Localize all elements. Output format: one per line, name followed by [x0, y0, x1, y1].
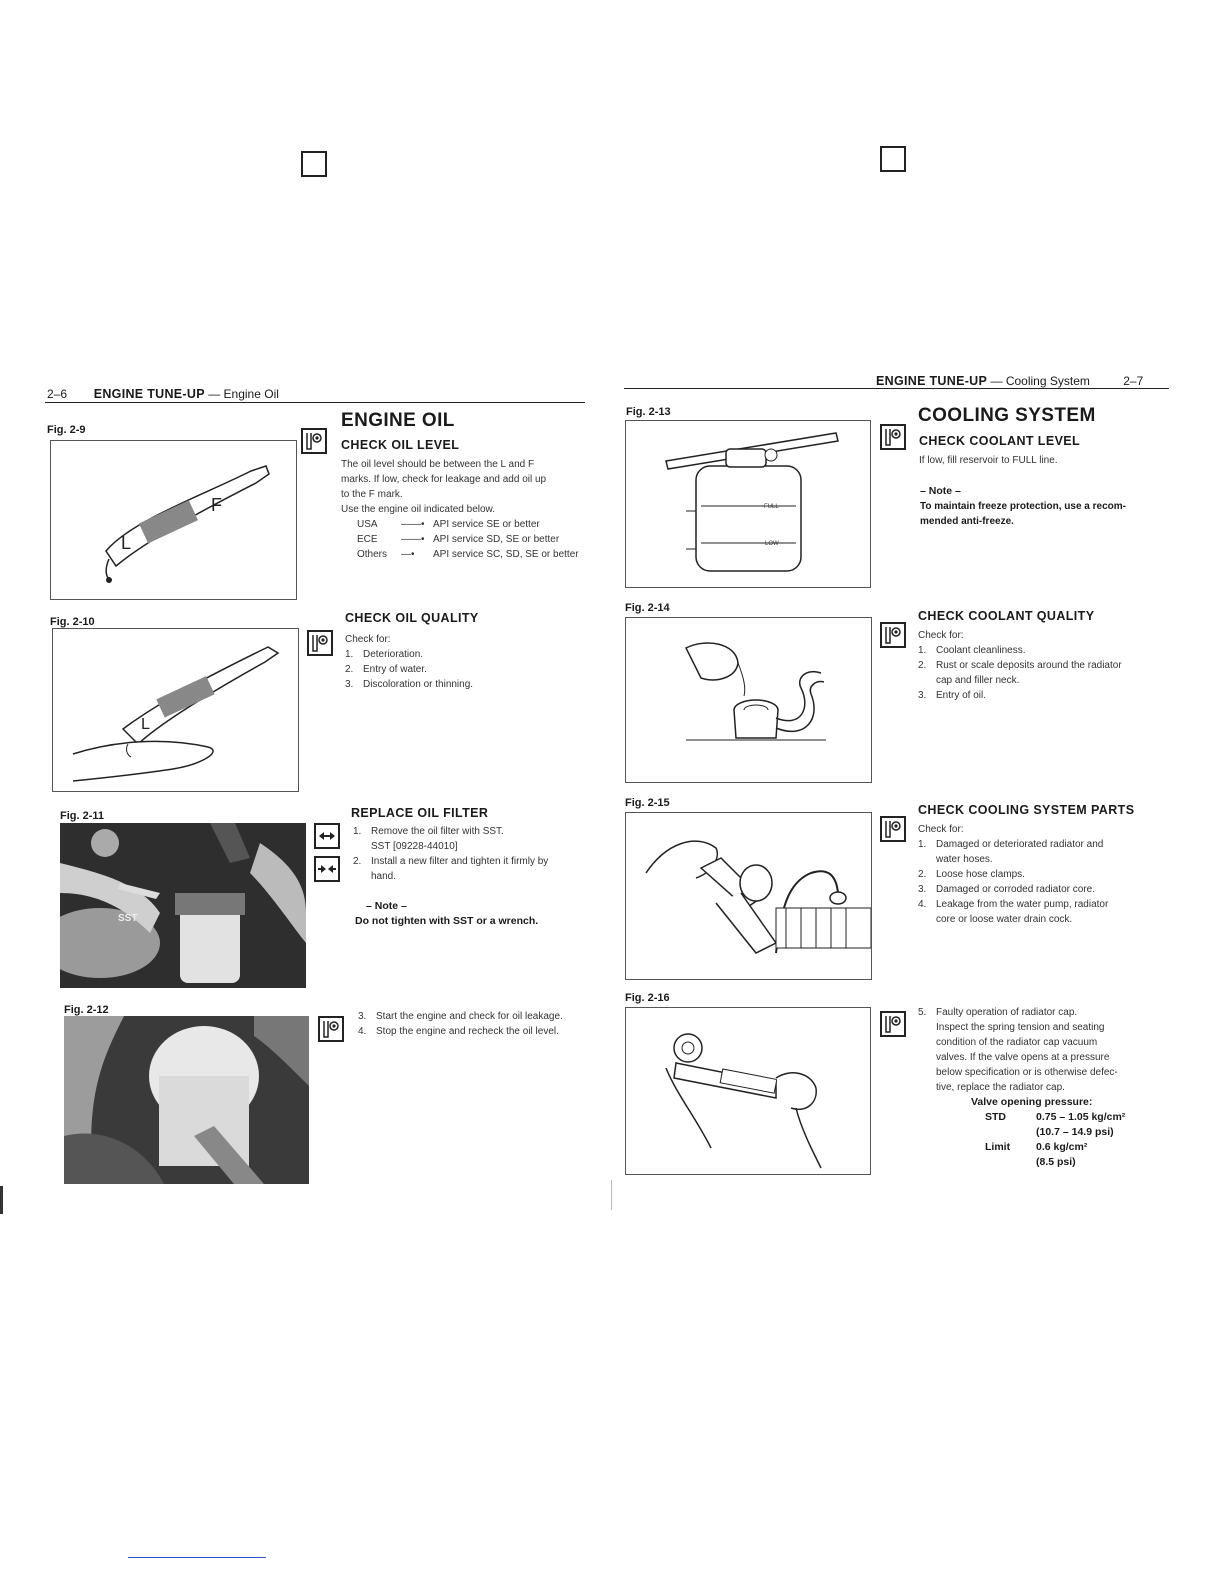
- scan-artifact-line: [128, 1557, 266, 1558]
- inspect-icon: [301, 428, 327, 454]
- left-header-section: ENGINE TUNE-UP: [93, 387, 205, 401]
- replace-oil-filter-steps: [353, 824, 598, 884]
- inspect-icon: [880, 1011, 906, 1037]
- full-mark: FULL: [764, 504, 779, 510]
- oil-grade: API service SD, SE or better: [433, 534, 560, 545]
- list-item: 1. Damaged or deteriorated radiator and: [918, 839, 1104, 850]
- list-item: water hoses.: [936, 854, 993, 865]
- limit-value-psi: (8.5 psi): [1036, 1156, 1076, 1168]
- oil-grade-table: [357, 517, 597, 562]
- oil-level-line: marks. If low, check for leakage and add oil up: [341, 474, 547, 485]
- right-page-title: COOLING SYSTEM: [918, 405, 1096, 426]
- oil-arrow: —•: [401, 549, 415, 560]
- remove-arrows-icon: [314, 823, 340, 849]
- oil-region: Others: [357, 549, 388, 560]
- note-line: To maintain freeze protection, use a recom-: [920, 501, 1126, 512]
- left-page-number: 2–6: [47, 387, 68, 401]
- cooling-parts-intro: Check for:: [918, 824, 964, 835]
- check-oil-quality-heading: CHECK OIL QUALITY: [345, 611, 479, 625]
- scan-edge: [0, 1186, 3, 1214]
- fig-2-16-label: Fig. 2-16: [625, 992, 670, 1004]
- fig-2-14-label: Fig. 2-14: [625, 602, 670, 614]
- coolant-quality-text: [918, 628, 1168, 703]
- list-item: tive, replace the radiator cap.: [936, 1082, 1065, 1093]
- list-item: 3. Damaged or corroded radiator core.: [918, 884, 1095, 895]
- list-item: core or loose water drain cock.: [936, 914, 1073, 925]
- right-header-rule: [624, 388, 1169, 389]
- fig-2-16-radiator-cap-tester: [625, 1007, 871, 1175]
- std-value: 0.75 – 1.05 kg/cm²: [1036, 1111, 1126, 1123]
- left-page-header: [47, 387, 279, 401]
- inspect-icon: [307, 630, 333, 656]
- list-item: below specification or is otherwise defec-: [936, 1067, 1118, 1078]
- left-header-subsection: — Engine Oil: [208, 387, 279, 401]
- std-label: STD: [985, 1111, 1006, 1123]
- oil-level-line: to the F mark.: [341, 489, 403, 500]
- fig-2-11-oil-filter-photo: [60, 823, 306, 988]
- page-gutter: [611, 1180, 612, 1210]
- list-item: 1. Remove the oil filter with SST.: [353, 826, 504, 837]
- fig-2-13-coolant-reservoir: [625, 420, 871, 588]
- fig-2-11-label: Fig. 2-11: [60, 810, 105, 822]
- check-coolant-level-heading: CHECK COOLANT LEVEL: [919, 434, 1081, 448]
- cooling-parts-text: [918, 822, 1168, 927]
- oil-arrow: ——•: [401, 534, 425, 545]
- coolant-note-body: [920, 499, 1126, 529]
- inspect-icon: [880, 622, 906, 648]
- fig-2-9-dipstick-illustration: [50, 440, 297, 600]
- svg-text:F: F: [211, 495, 222, 515]
- note-line: mended anti-freeze.: [920, 516, 1014, 527]
- oil-grade-row: [357, 517, 597, 532]
- fig-2-12-label: Fig. 2-12: [64, 1004, 109, 1016]
- limit-value: 0.6 kg/cm²: [1036, 1141, 1088, 1153]
- radiator-cap-text: [918, 1005, 1168, 1095]
- list-item: 5. Faulty operation of radiator cap.: [918, 1007, 1078, 1018]
- oil-filter-note-title: – Note –: [366, 900, 407, 912]
- list-item: 3. Entry of oil.: [918, 690, 987, 701]
- right-header-section: ENGINE TUNE-UP: [876, 374, 988, 388]
- fig-2-15-cooling-parts-illustration: [625, 812, 872, 980]
- inspection-icon: [880, 146, 906, 172]
- fig-2-9-label: Fig. 2-9: [47, 424, 86, 436]
- left-header-rule: [45, 402, 585, 403]
- inspect-icon: [318, 1016, 344, 1042]
- oil-region: USA: [357, 519, 378, 530]
- list-item: 4. Stop the engine and recheck the oil level.: [358, 1026, 559, 1037]
- limit-label: Limit: [985, 1141, 1011, 1153]
- install-arrows-icon: [314, 856, 340, 882]
- list-item: 2. Rust or scale deposits around the radiator: [918, 660, 1122, 671]
- list-item: 2. Entry of water.: [345, 664, 427, 675]
- check-coolant-quality-heading: CHECK COOLANT QUALITY: [918, 609, 1095, 623]
- oil-quality-intro: Check for:: [345, 634, 391, 645]
- valve-pressure-title: Valve opening pressure:: [971, 1096, 1093, 1108]
- list-item: hand.: [371, 871, 397, 882]
- svg-text:L: L: [121, 533, 132, 553]
- sst-label: SST: [118, 913, 138, 924]
- inspect-icon: [880, 816, 906, 842]
- list-item: 1. Coolant cleanliness.: [918, 645, 1026, 656]
- right-page-number: 2–7: [1123, 374, 1144, 388]
- fig-2-10-oil-quality-illustration: [52, 628, 299, 792]
- oil-region: ECE: [357, 534, 378, 545]
- fig-2-14-coolant-quality-illustration: [625, 617, 872, 783]
- check-oil-level-heading: CHECK OIL LEVEL: [341, 438, 460, 452]
- coolant-quality-intro: Check for:: [918, 630, 964, 641]
- coolant-level-text: If low, fill reservoir to FULL line.: [919, 455, 1058, 466]
- list-item: valves. If the valve opens at a pressure: [936, 1052, 1110, 1063]
- list-item: 1. Deterioration.: [345, 649, 424, 660]
- right-header-subsection: — Cooling System: [990, 374, 1090, 388]
- list-item: 3. Start the engine and check for oil leakage.: [358, 1011, 563, 1022]
- inspection-icon: [301, 151, 327, 177]
- low-mark: LOW: [765, 541, 779, 547]
- oil-grade-row: [357, 532, 597, 547]
- fig-2-12-engine-photo: [64, 1016, 309, 1184]
- oil-grade-row: [357, 547, 597, 562]
- check-cooling-parts-heading: CHECK COOLING SYSTEM PARTS: [918, 803, 1135, 817]
- oil-level-line: Use the engine oil indicated below.: [341, 504, 495, 515]
- oil-filter-note-body: Do not tighten with SST or a wrench.: [355, 915, 539, 927]
- svg-text:L: L: [141, 716, 150, 733]
- fig-2-13-label: Fig. 2-13: [626, 406, 671, 418]
- list-item: 3. Discoloration or thinning.: [345, 679, 474, 690]
- list-item: 2. Loose hose clamps.: [918, 869, 1025, 880]
- oil-arrow: ——•: [401, 519, 425, 530]
- oil-final-steps: [358, 1009, 603, 1039]
- fig-2-15-label: Fig. 2-15: [625, 797, 670, 809]
- right-page-header: [876, 374, 1143, 388]
- check-oil-quality-text: [345, 632, 595, 692]
- list-item: condition of the radiator cap vacuum: [936, 1037, 1098, 1048]
- left-page-title: ENGINE OIL: [341, 410, 455, 431]
- list-item: SST [09228-44010]: [371, 841, 458, 852]
- list-item: cap and filler neck.: [936, 675, 1020, 686]
- list-item: Inspect the spring tension and seating: [936, 1022, 1105, 1033]
- list-item: 2. Install a new filter and tighten it firmly by: [353, 856, 549, 867]
- std-value-psi: (10.7 – 14.9 psi): [1036, 1126, 1114, 1138]
- inspect-icon: [880, 424, 906, 450]
- coolant-note-title: – Note –: [920, 485, 961, 497]
- check-oil-level-text: [341, 457, 591, 517]
- oil-grade: API service SE or better: [433, 519, 540, 530]
- replace-oil-filter-heading: REPLACE OIL FILTER: [351, 806, 489, 820]
- oil-grade: API service SC, SD, SE or better: [433, 549, 579, 560]
- fig-2-10-label: Fig. 2-10: [50, 616, 95, 628]
- list-item: 4. Leakage from the water pump, radiator: [918, 899, 1109, 910]
- oil-level-line: The oil level should be between the L and F: [341, 459, 535, 470]
